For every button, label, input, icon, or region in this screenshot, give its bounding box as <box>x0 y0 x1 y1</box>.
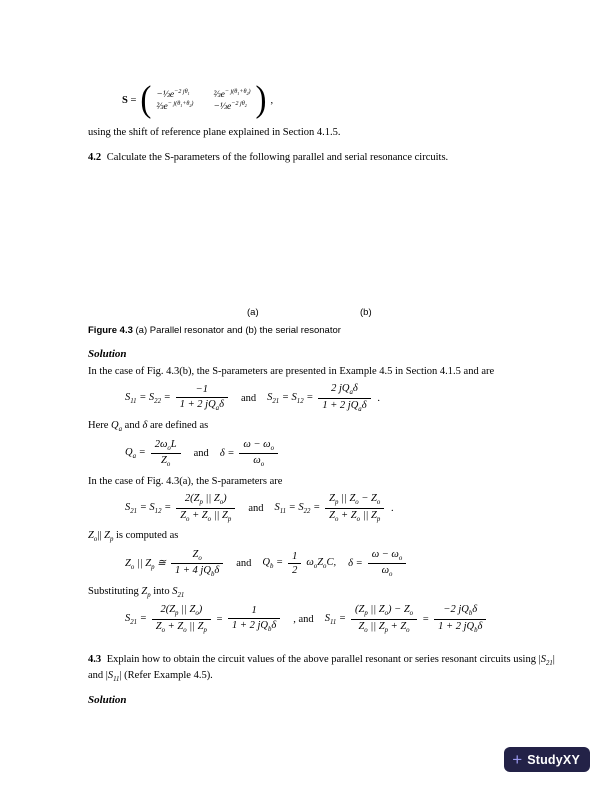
eq5-lhs1: $S_{21}$ = <box>125 612 147 626</box>
solution-heading-2: Solution <box>88 694 127 706</box>
matrix-cell-11: $-\frac{1}{3}e^{-2 j\theta_1}$ <box>156 88 190 100</box>
frac-denominator: 1 + 2 $jQ_b\delta$ <box>438 620 483 634</box>
fraction <box>325 492 384 524</box>
eq1-lhs1: $S_{11} = S_{22}$ = <box>125 391 171 405</box>
solution-body <box>88 362 568 640</box>
paragraph-zo-zp-computed: $Z_o||$ $Z_p$ is computed as <box>88 530 179 544</box>
fraction <box>351 603 417 635</box>
frac-numerator: −2 $jQ_b\delta$ <box>434 603 486 620</box>
figure-label-b: (b) <box>360 307 372 318</box>
question-4-2-number: 4.2 <box>88 152 102 163</box>
eq3-period: . <box>391 502 394 514</box>
fraction <box>228 604 280 634</box>
eq1-connector: and <box>240 392 257 404</box>
frac-denominator: $Z_o + Z_o$ || $Z_p$ <box>180 509 232 523</box>
frac-denominator: $\omega_o$ <box>253 455 265 469</box>
frac-denominator: $Z_o + Z_o$ || $Z_p$ <box>155 620 207 634</box>
fraction <box>176 383 228 413</box>
eq3-lhs2: $S_{11} = S_{22}$ = <box>274 501 321 515</box>
equation-parallel-s-parameters <box>125 492 568 524</box>
figure-caption <box>88 325 568 336</box>
eq4-lhs1: $Z_o$ || $Z_p$ ≅ <box>125 557 166 571</box>
fraction <box>171 548 223 580</box>
eq4-lhs3: δ = <box>348 558 363 570</box>
frac-denominator: 1 + 2 $jQ_a\delta$ <box>322 399 367 413</box>
frac-numerator: 2 $jQ_a\delta$ <box>318 382 370 399</box>
frac-denominator: 1 + 2 $jQ_b\delta$ <box>232 619 277 633</box>
matrix-cell-12: $\frac{2}{3}e^{- j(\theta_1+\theta_2)}$ <box>213 88 251 100</box>
fraction <box>318 382 370 414</box>
frac-numerator: $2(Z_p$ || $Z_o$) <box>152 603 211 620</box>
matrix-lhs <box>122 95 136 106</box>
figure-area <box>88 175 524 303</box>
eq4-rhs2: $\omega_oZ_oC$, <box>306 557 337 571</box>
frac-denominator: 2 <box>292 565 298 577</box>
equation-series-s-parameters <box>125 382 568 414</box>
eq2-lhs1: $Q_a$ = <box>125 447 146 461</box>
frac-numerator: $2(Z_p$ || $Z_o$) <box>176 492 235 509</box>
solution-heading-1: Solution <box>88 348 127 360</box>
fraction <box>434 603 486 635</box>
frac-denominator: $Z_o$ || $Z_p + Z_o$ <box>358 620 410 634</box>
brand-prefix: Study <box>527 752 563 767</box>
paragraph-case-a: In the case of Fig. 4.3(a), the S-parameters are <box>88 475 283 487</box>
eq3-lhs1: $S_{21} = S_{12}$ = <box>125 501 172 515</box>
eq1-lhs2: $S_{21} = S_{12}$ = <box>267 391 314 405</box>
paragraph-reference-plane: using the shift of reference plane explained in Section 4.1.5. <box>88 127 341 138</box>
frac-numerator: 1 <box>228 604 280 618</box>
paragraph-substituting: Substituting $Z_p$ into $S_{21}$ <box>88 585 185 600</box>
fraction <box>176 492 235 524</box>
paragraph-here-defined: Here $Q_a$ and δ are defined as <box>88 420 209 434</box>
frac-denominator: $Z_o + Z_o$ || $Z_p$ <box>329 509 381 523</box>
frac-numerator: ($Z_p$ || $Z_o) - Z_o$ <box>351 603 417 620</box>
matrix-cell-22: $-\frac{1}{3}e^{-2 j\theta_2}$ <box>213 101 247 113</box>
figure-caption-text: (a) Parallel resonator and (b) the serial resonator <box>135 325 341 336</box>
frac-denominator: 1 + 2 $jQ_a\delta$ <box>179 398 224 412</box>
figure-caption-number: Figure 4.3 <box>88 325 133 336</box>
brand-suffix: XY <box>562 752 580 767</box>
matrix-grid <box>156 89 250 112</box>
frac-numerator: $Z_o$ <box>171 548 223 565</box>
frac-numerator: 1 <box>288 550 301 564</box>
question-4-3 <box>88 653 568 684</box>
frac-denominator: 1 + 4 $jQ_b\delta$ <box>174 565 220 579</box>
paragraph-case-b: In the case of Fig. 4.3(b), the S-parameters are presented in Example 4.5 in Section 4.1.5 and are <box>88 366 495 377</box>
eq1-period: . <box>377 392 381 404</box>
equation-zo-parallel-zp <box>125 548 568 580</box>
eq2-connector: and <box>193 448 209 460</box>
matrix-cell-21: $\frac{2}{3}e^{- j(\theta_1+\theta_2)}$ <box>156 101 194 113</box>
fraction <box>151 438 181 470</box>
plus-icon: + <box>512 750 523 769</box>
frac-numerator: $2\omega_oL$ <box>151 438 181 455</box>
equals-sign: = <box>130 95 137 106</box>
eq5-lhs2: $S_{11}$ = <box>324 612 346 626</box>
question-4-2-text: Calculate the S-parameters of the following parallel and serial resonance circuits. <box>106 152 449 163</box>
brand-text <box>527 753 580 767</box>
frac-denominator: $\omega_o$ <box>381 565 393 579</box>
eq4-lhs2: $Q_b$ = <box>262 557 284 571</box>
frac-numerator: −1 <box>176 383 228 397</box>
frac-numerator: $\omega - \omega_o$ <box>368 548 407 565</box>
fraction <box>152 603 211 635</box>
left-paren: ( <box>140 79 152 121</box>
question-4-2 <box>88 151 568 166</box>
studyxy-watermark <box>504 747 590 772</box>
frac-numerator: $\omega - \omega_o$ <box>239 438 278 455</box>
eq5-equals-2: = <box>422 613 430 625</box>
eq5-equals: = <box>215 613 223 625</box>
matrix-equation <box>122 79 274 121</box>
right-paren: ) <box>255 79 267 121</box>
fraction <box>239 438 278 470</box>
equation-qa-delta-definition <box>125 438 568 470</box>
matrix-trailing-comma: , <box>270 95 274 106</box>
eq2-lhs2: δ = <box>219 448 235 460</box>
frac-numerator: $Z_p$ || $Z_o - Z_o$ <box>325 492 384 509</box>
fraction-one-half <box>288 550 301 577</box>
equation-substituted-result <box>125 603 568 635</box>
frac-denominator: $Z_o$ <box>161 455 171 469</box>
eq4-connector: and <box>236 558 252 570</box>
question-4-3-text: Explain how to obtain the circuit values of the above parallel resonant or series resonant circuits using $|S_{21}|$ and $|S_{11}|$ (Refer Example 4.5). <box>88 654 555 683</box>
eq5-connector: , and <box>293 613 314 625</box>
question-4-3-number: 4.3 <box>88 654 102 665</box>
fraction <box>368 548 407 580</box>
matrix-symbol: S <box>122 95 128 106</box>
eq3-connector: and <box>248 502 264 514</box>
figure-label-a: (a) <box>247 307 259 318</box>
